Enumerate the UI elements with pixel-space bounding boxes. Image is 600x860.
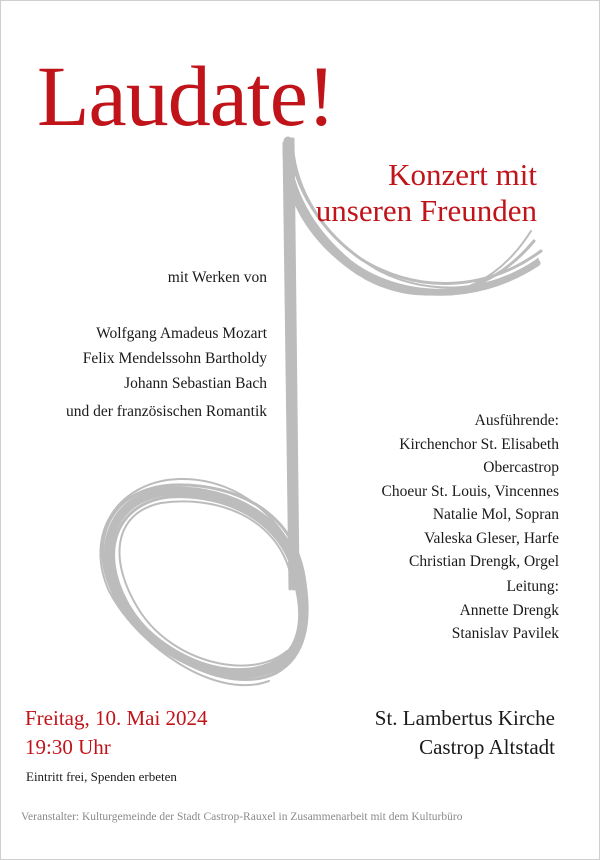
composer-name: Wolfgang Amadeus Mozart [96,325,267,342]
conductor-name: Stanislav Pavilek [451,625,559,642]
romantik-line: und der französischen Romantik [65,403,267,420]
leitung-block [452,575,559,646]
performer-line: Obercastrop [483,459,559,476]
performer-line: Christian Drengk, Orgel [409,553,559,570]
event-venue [375,704,555,762]
performers-block [382,409,559,574]
works-intro: mit Werken von [167,269,267,286]
subtitle [316,157,537,229]
performer-line: Natalie Mol, Sopran [432,506,559,523]
entry-note: Eintritt frei, Spenden erbeten [26,769,177,784]
performer-line: Kirchenchor St. Elisabeth [399,435,559,453]
leitung-heading: Leitung: [506,578,559,595]
organizer-footer: Veranstalter: Kulturgemeinde der Stadt Castrop-Rauxel in Zusammenarbeit mit dem Kulturbüro [21,811,463,823]
performers-heading: Ausführende: [474,412,559,429]
event-day: Freitag, 10. Mai 2024 [25,706,208,730]
event-date [25,704,208,762]
venue-church: St. Lambertus Kirche [374,706,555,730]
event-time: 19:30 Uhr [25,735,111,759]
conductor-name: Annette Drengk [459,601,559,619]
composer-name: Felix Mendelssohn Bartholdy [82,350,267,367]
performer-line: Choeur St. Louis, Vincennes [381,482,559,500]
venue-place: Castrop Altstadt [419,735,555,759]
performer-line: Valeska Gleser, Harfe [424,529,559,547]
poster-title: Laudate! [37,48,335,144]
subtitle-line: Konzert mit [388,157,537,192]
subtitle-line: unseren Freunden [315,193,537,228]
composer-list [83,321,267,396]
composer-name: Johann Sebastian Bach [124,375,267,392]
